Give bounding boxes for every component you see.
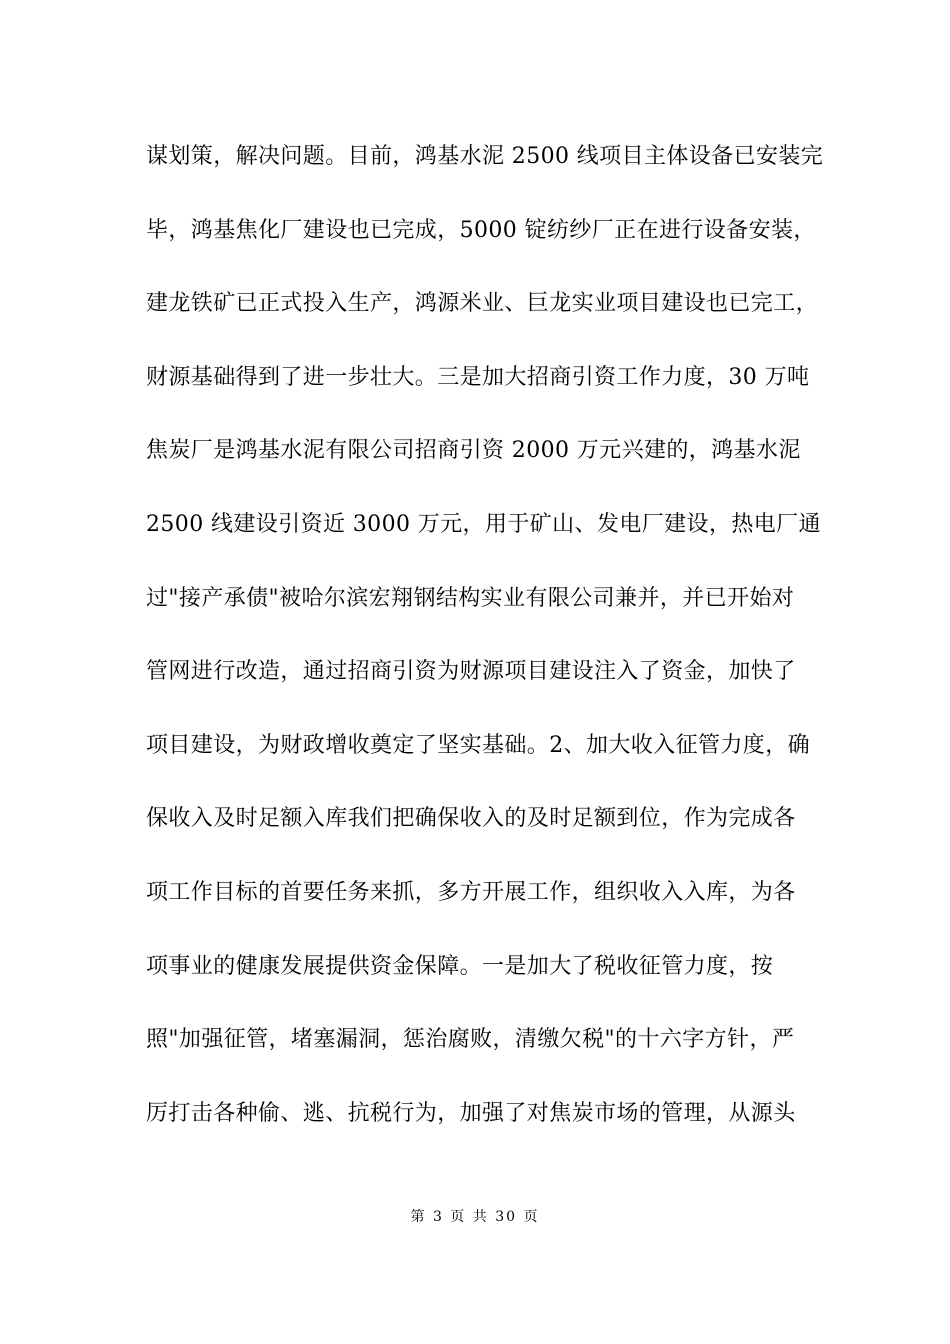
text-line-1: 谋划策，解决问题。目前，鸿基水泥 2500 线项目主体设备已安装完: [146, 144, 824, 169]
text-line-14: 厉打击各种偷、逃、抗税行为，加强了对焦炭市场的管理，从源头: [146, 1100, 796, 1126]
text-line-5: 焦炭厂是鸿基水泥有限公司招商引资 2000 万元兴建的，鸿基水泥: [146, 438, 801, 464]
text-line-7: 过"接产承债"被哈尔滨宏翔钢结构实业有限公司兼并，并已开始对: [146, 585, 795, 611]
text-line-12: 项事业的健康发展提供资金保障。一是加大了税收征管力度，按: [146, 953, 774, 979]
body-text: [146, 134, 836, 1164]
text-line-11: 项工作目标的首要任务来抓，多方开展工作，组织收入入库，为各: [146, 879, 796, 905]
text-line-3: 建龙铁矿已正式投入生产，鸿源米业、巨龙实业项目建设也已完工，: [146, 291, 819, 317]
text-line-9: 项目建设，为财政增收奠定了坚实基础。2、加大收入征管力度，确: [146, 732, 810, 758]
text-line-10: 保收入及时足额入库我们把确保收入的及时足额到位，作为完成各: [146, 806, 796, 832]
text-line-6: 2500 线建设引资近 3000 万元，用于矿山、发电厂建设，热电厂通: [146, 511, 821, 537]
text-line-2: 毕，鸿基焦化厂建设也已完成，5000 锭纺纱厂正在进行设备安装，: [146, 217, 816, 243]
text-line-13: 照"加强征管，堵塞漏洞，惩治腐败，清缴欠税"的十六字方针，严: [146, 1027, 795, 1053]
text-line-8: 管网进行改造，通过招商引资为财源项目建设注入了资金，加快了: [146, 659, 796, 685]
text-line-4: 财源基础得到了进一步壮大。三是加大招商引资工作力度，30 万吨: [146, 364, 810, 390]
page-number-footer: 第 3 页 共 30 页: [410, 1209, 540, 1225]
